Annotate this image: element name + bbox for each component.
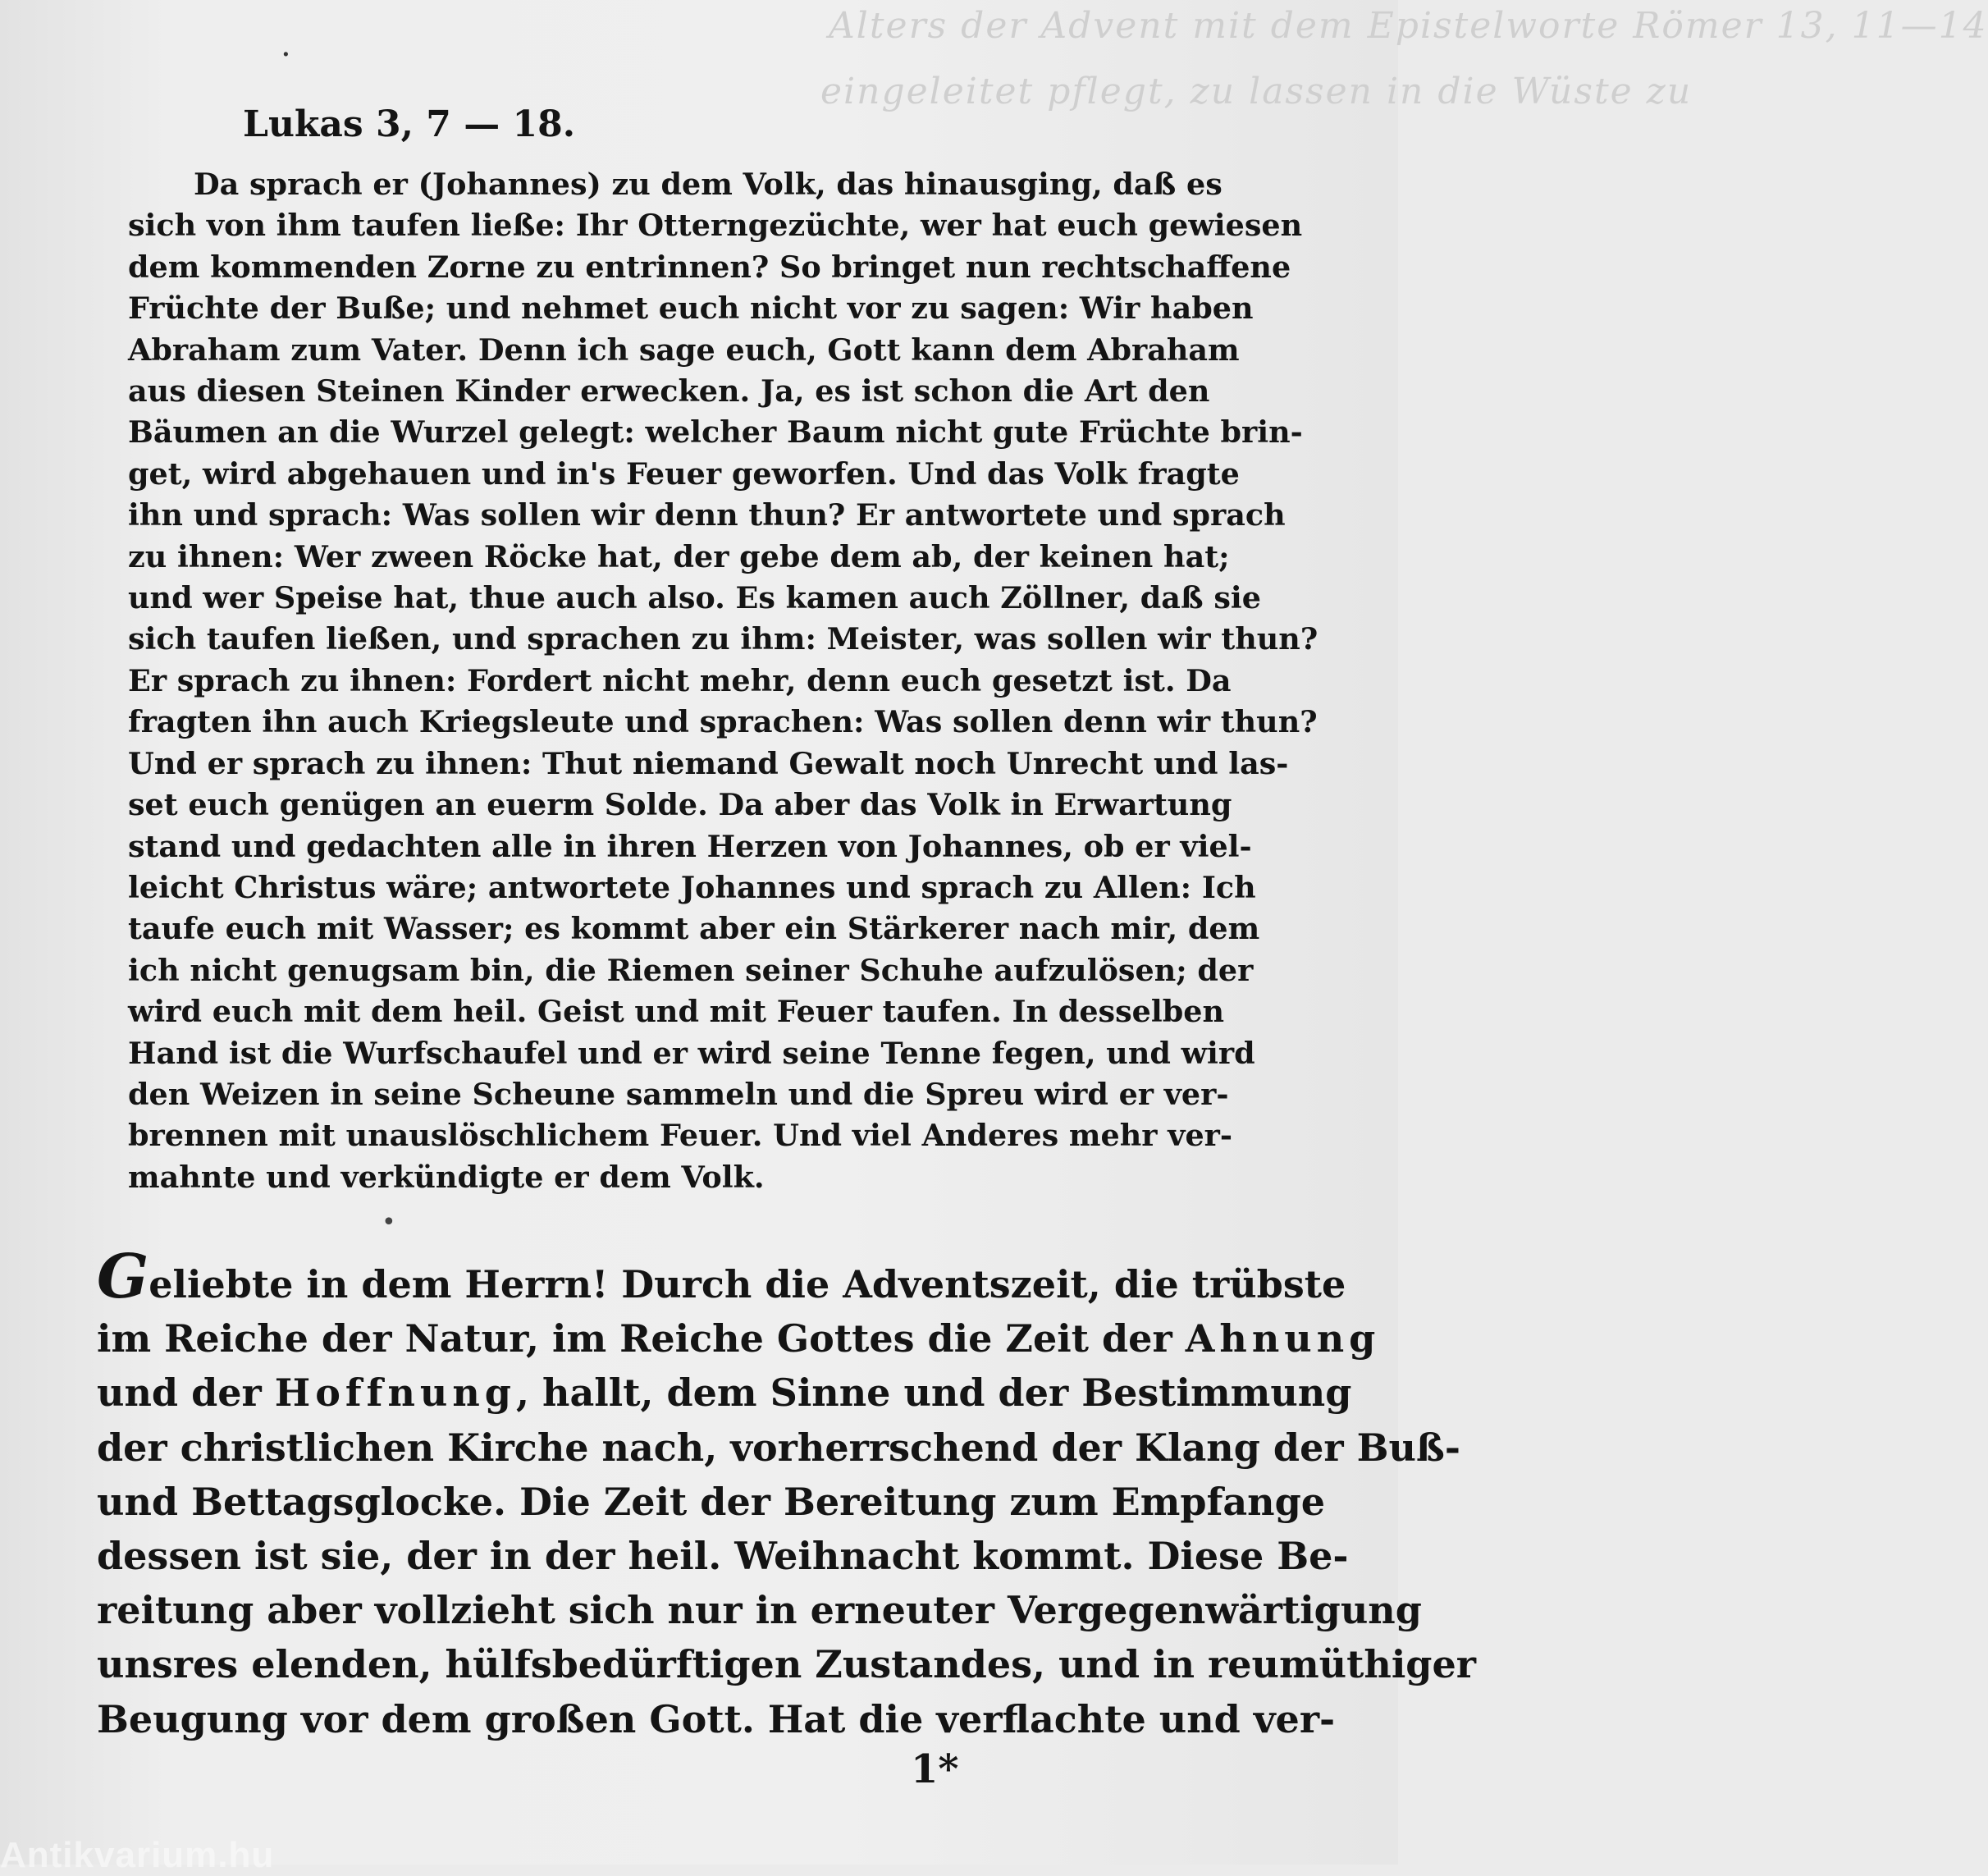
- emphasized-word: Ahnung: [1185, 1316, 1381, 1361]
- sermon-line: reitung aber vollzieht sich nur in erneuter Vergegenwärtigung: [97, 1588, 1422, 1633]
- sermon-text: [97, 1242, 1476, 1746]
- scripture-line: ich nicht genugsam bin, die Riemen seiner Schuhe aufzulösen; der: [128, 952, 1254, 988]
- bleed-through-text: eingeleitet pflegt, zu lassen in die Wüste zu: [820, 71, 1693, 112]
- scripture-line: mahnte und verkündigte er dem Volk.: [128, 1159, 765, 1195]
- scripture-line: fragten ihn auch Kriegsleute und sprachen: Was sollen denn wir thun?: [128, 704, 1318, 740]
- sermon-line: unsres elenden, hülfsbedürftigen Zustandes, und in reumüthiger: [97, 1642, 1476, 1687]
- scripture-reference: Lukas 3, 7 — 18.: [243, 103, 576, 145]
- scripture-line: Hand ist die Wurfschaufel und er wird seine Tenne fegen, und wird: [128, 1035, 1255, 1071]
- scripture-line: und wer Speise hat, thue auch also. Es kamen auch Zöllner, daß sie: [128, 580, 1261, 616]
- drop-initial: G: [97, 1242, 149, 1312]
- scripture-line: Abraham zum Vater. Denn ich sage euch, Gott kann dem Abraham: [128, 332, 1240, 368]
- scripture-line: ihn und sprach: Was sollen wir denn thun? Er antwortete und sprach: [128, 497, 1286, 533]
- scripture-line: stand und gedachten alle in ihren Herzen von Johannes, ob er viel-: [128, 828, 1252, 864]
- sermon-line: und Bettagsglocke. Die Zeit der Bereitung zum Empfange: [97, 1479, 1326, 1524]
- bleed-through-text: Alters der Advent mit dem Epistelworte Römer 13, 11—14: [829, 5, 1988, 47]
- scripture-line: wird euch mit dem heil. Geist und mit Feuer taufen. In desselben: [128, 994, 1225, 1030]
- sermon-line: dessen ist sie, der in der heil. Weihnacht kommt. Diese Be-: [97, 1534, 1349, 1579]
- sermon-line: im Reiche der Natur, im Reiche Gottes die Zeit der Ahnung: [97, 1316, 1381, 1361]
- sermon-line: der christlichen Kirche nach, vorherrschend der Klang der Buß-: [97, 1425, 1460, 1470]
- scripture-line: Bäumen an die Wurzel gelegt: welcher Baum nicht gute Früchte brin-: [128, 414, 1303, 451]
- scripture-line: Da sprach er (Johannes) zu dem Volk, das hinausging, daß es: [194, 167, 1223, 202]
- ink-speck: •: [382, 1208, 396, 1237]
- scripture-line: den Weizen in seine Scheune sammeln und die Spreu wird er ver-: [128, 1076, 1229, 1112]
- scripture-line: Früchte der Buße; und nehmet euch nicht vor zu sagen: Wir haben: [128, 291, 1254, 327]
- scripture-line: set euch genügen an euerm Solde. Da aber das Volk in Erwartung: [128, 787, 1232, 823]
- sermon-line: Beugung vor dem großen Gott. Hat die verflachte und ver-: [97, 1696, 1336, 1741]
- scripture-line: dem kommenden Zorne zu entrinnen? So bringet nun rechtschaffene: [128, 249, 1291, 285]
- scripture-line: aus diesen Steinen Kinder erwecken. Ja, es ist schon die Art den: [128, 373, 1210, 410]
- scripture-line: get, wird abgehauen und in's Feuer geworfen. Und das Volk fragte: [128, 455, 1240, 492]
- scripture-line: sich von ihm taufen ließe: Ihr Otterngezüchte, wer hat euch gewiesen: [128, 208, 1303, 244]
- scripture-text: [128, 164, 1318, 1198]
- sermon-line: Geliebte in dem Herrn! Durch die Adventszeit, die trübste: [97, 1242, 1346, 1312]
- watermark: Antikvarium.hu: [0, 1835, 275, 1875]
- emphasized-word: Hoffnung: [274, 1370, 516, 1416]
- signature-mark: 1*: [911, 1746, 959, 1792]
- scripture-line: brennen mit unauslöschlichem Feuer. Und viel Anderes mehr ver-: [128, 1118, 1233, 1154]
- scripture-line: Er sprach zu ihnen: Fordert nicht mehr, denn euch gesetzt ist. Da: [128, 662, 1232, 698]
- scripture-line: zu ihnen: Wer zween Röcke hat, der gebe dem ab, der keinen hat;: [128, 538, 1230, 574]
- sermon-line: und der Hoffnung, hallt, dem Sinne und der Bestimmung: [97, 1370, 1352, 1416]
- scripture-line: leicht Christus wäre; antwortete Johannes und sprach zu Allen: Ich: [128, 869, 1256, 905]
- scripture-line: Und er sprach zu ihnen: Thut niemand Gewalt noch Unrecht und las-: [128, 745, 1289, 781]
- ink-speck: .: [281, 26, 291, 64]
- scripture-line: taufe euch mit Wasser; es kommt aber ein Stärkerer nach mir, dem: [128, 911, 1260, 947]
- scripture-line: sich taufen ließen, und sprachen zu ihm: Meister, was sollen wir thun?: [128, 621, 1318, 657]
